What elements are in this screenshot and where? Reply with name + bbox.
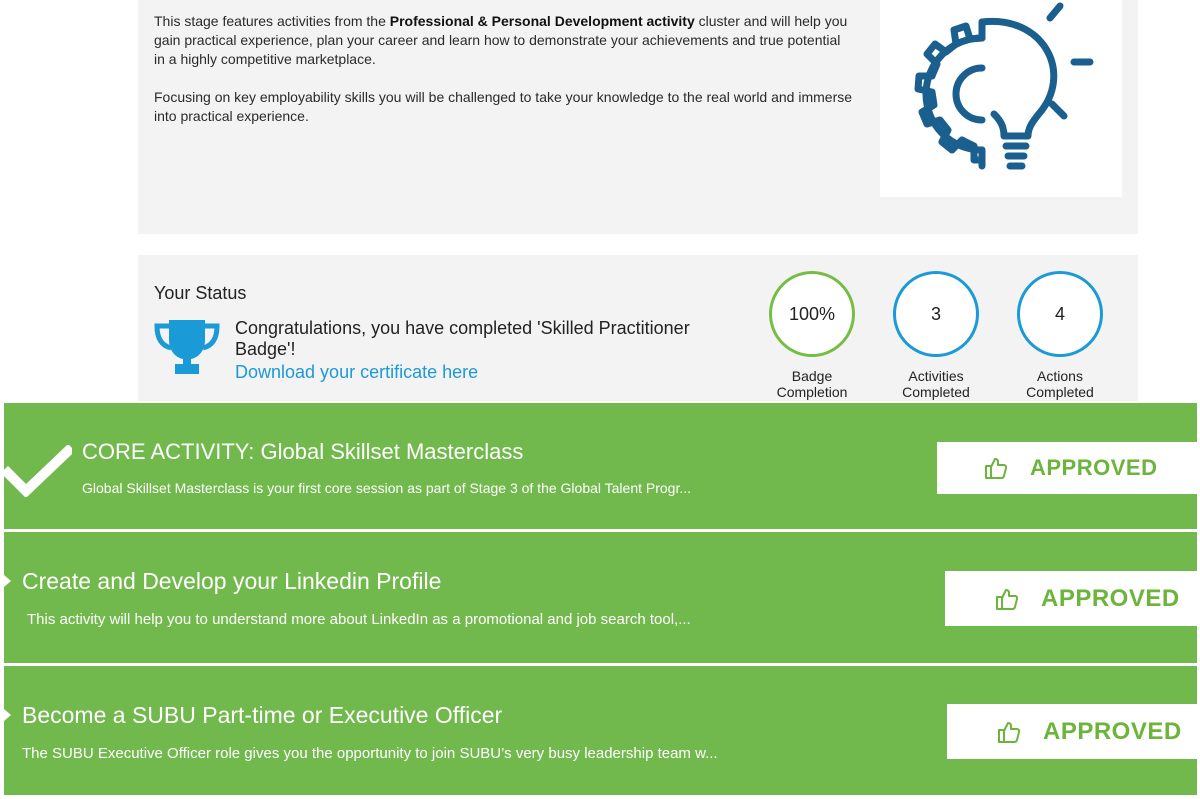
- activities-completed-value: 3: [893, 271, 979, 357]
- approved-status-button[interactable]: [947, 704, 1197, 759]
- stage-description: [154, 12, 854, 145]
- actions-completed-value: 4: [1017, 271, 1103, 357]
- row-pointer: [4, 575, 11, 587]
- stat-activities-completed: [881, 271, 991, 400]
- thumbs-up-icon: [995, 587, 1019, 611]
- activity-row[interactable]: [4, 532, 1197, 663]
- activities-completed-label: Activities Completed: [902, 368, 970, 400]
- approved-label: APPROVED: [1030, 455, 1158, 480]
- stat-actions-completed: [1005, 271, 1115, 400]
- approved-label: APPROVED: [1043, 717, 1182, 745]
- gear-lightbulb-icon: [902, 0, 1102, 185]
- row-pointer: [4, 709, 11, 721]
- thumbs-up-icon: [984, 456, 1008, 480]
- completion-message: Congratulations, you have completed 'Skilled Practitioner Badge'!: [235, 318, 690, 359]
- activity-description: This activity will help you to understand more about LinkedIn as a promotional and job search tool,...: [27, 611, 691, 628]
- stat-badge-completion: [757, 271, 867, 400]
- intro-paragraph-1: This stage features activities from the Professional & Personal Development activity cluster and will help you gain practical experience, plan your career and learn how to demonstrate your achievements and true potential in a highly competitive marketplace.: [154, 13, 848, 67]
- intro-paragraph-2: Focusing on key employability skills you will be challenged to take your knowledge to the real world and immerse into practical experience.: [154, 89, 853, 124]
- activity-row[interactable]: [4, 403, 1197, 529]
- approved-label: APPROVED: [1041, 584, 1180, 612]
- approved-status-button[interactable]: [937, 442, 1197, 494]
- activity-description: Global Skillset Masterclass is your first core session as part of Stage 3 of the Global Talent Progr...: [82, 480, 692, 496]
- activity-title[interactable]: CORE ACTIVITY: Global Skillset Masterclass: [82, 439, 524, 464]
- illustration-panel: [880, 0, 1122, 197]
- status-panel: [138, 255, 1138, 401]
- badge-completion-label: Badge Completion: [776, 368, 848, 400]
- badge-completion-value: 100%: [769, 271, 855, 357]
- activity-cluster-name: Professional & Personal Development activity: [389, 13, 695, 29]
- stage-intro-panel: [138, 0, 1138, 234]
- download-certificate-link[interactable]: Download your certificate here: [235, 362, 479, 382]
- actions-completed-label: Actions Completed: [1026, 368, 1094, 400]
- activity-title[interactable]: Create and Develop your Linkedin Profile: [22, 568, 442, 594]
- trophy-icon: [153, 318, 221, 376]
- thumbs-up-icon: [997, 720, 1021, 744]
- activity-description: The SUBU Executive Officer role gives you the opportunity to join SUBU’s very busy leadership team w...: [22, 745, 718, 762]
- approved-status-button[interactable]: [945, 571, 1197, 626]
- activity-title[interactable]: Become a SUBU Part-time or Executive Officer: [22, 702, 503, 728]
- activity-row[interactable]: [4, 666, 1197, 795]
- status-title: Your Status: [154, 283, 247, 303]
- checkmark-icon: [4, 445, 72, 497]
